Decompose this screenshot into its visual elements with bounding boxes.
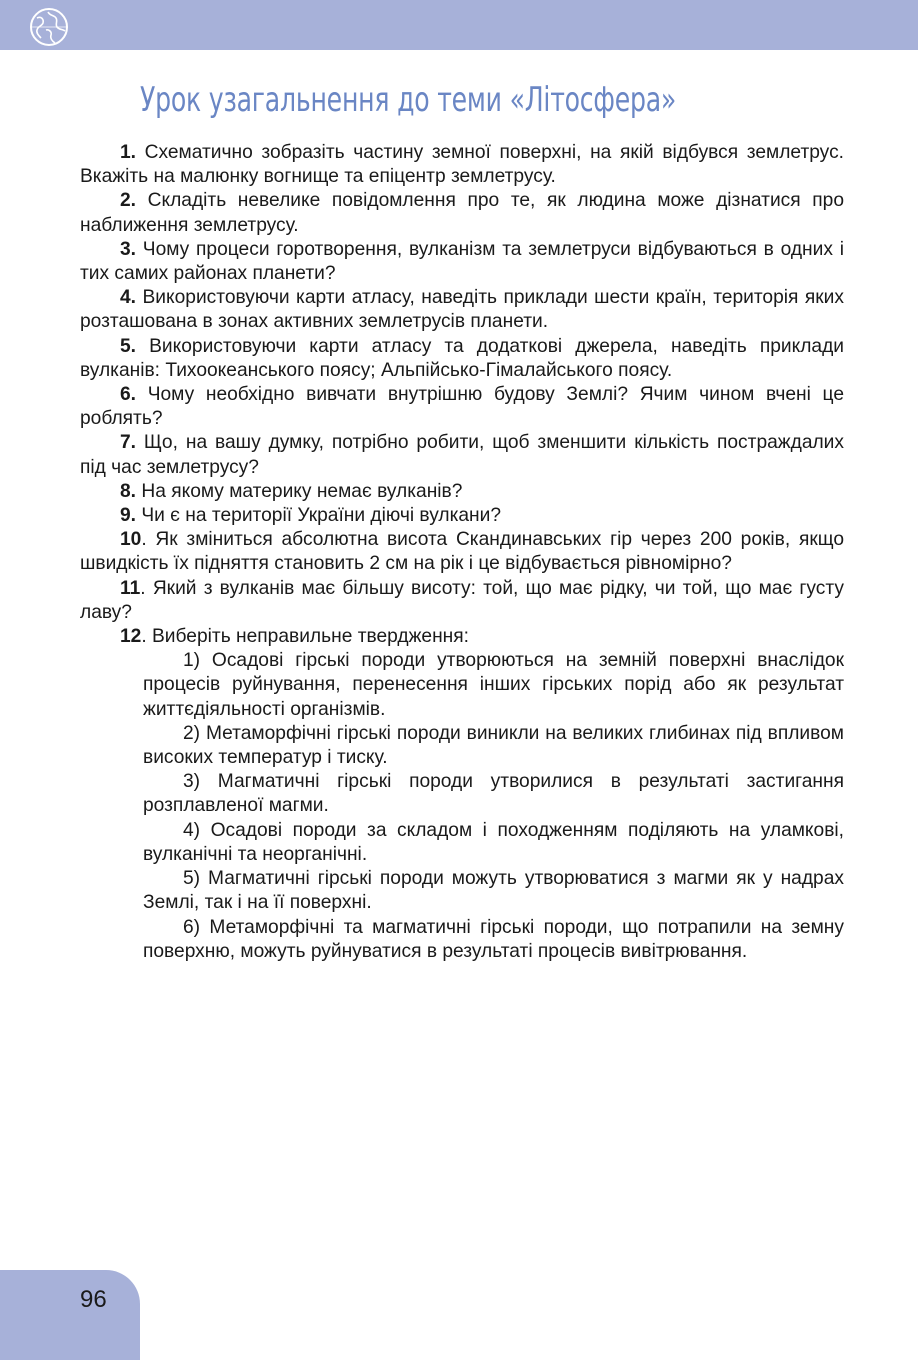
answer-option: 3) Магматичні гірські породи утворилися в результаті застигання розплавленої магми. xyxy=(143,771,844,817)
question-text: Чому необхідно вивчати внутрішню будову Землі? Ячим чином вчені це роблять? xyxy=(80,384,844,430)
question-9 xyxy=(80,504,844,528)
question-number: 8. xyxy=(120,480,137,502)
question-text: . Який з вулканів має більшу висоту: той, що має рідку, чи той, що має густу лаву? xyxy=(80,577,844,623)
question-text: Складіть невелике повідомлення про те, як людина може дізнатися про наближення землетрусу. xyxy=(80,190,844,236)
globe-icon xyxy=(28,6,70,48)
question-5 xyxy=(80,335,844,383)
question-list xyxy=(80,141,844,964)
answer-option: 2) Метаморфічні гірські породи виникли на великих глибинах під впливом високих температур і тиску. xyxy=(143,722,844,769)
answer-options xyxy=(143,649,844,964)
top-band xyxy=(0,0,918,50)
question-number: 10 xyxy=(120,529,142,551)
question-12 xyxy=(80,625,844,649)
question-4 xyxy=(80,286,844,334)
question-11 xyxy=(80,577,844,625)
question-1 xyxy=(80,141,844,189)
question-7 xyxy=(80,431,844,479)
page-number-tab xyxy=(0,1270,140,1360)
question-3 xyxy=(80,238,844,286)
question-6 xyxy=(80,383,844,431)
question-text: Використовуючи карти атласу, наведіть приклади шести країн, територія яких розташована в зонах активних землетрусів планети. xyxy=(80,287,844,333)
question-8 xyxy=(80,480,844,504)
answer-option: 1) Осадові гірські породи утворюються на земній поверхні внаслідок процесів руйнування, перенесення інших гірських порід або як результат життєдіяльності організмів. xyxy=(143,650,844,720)
question-text: Що, на вашу думку, потрібно робити, щоб зменшити кількість постраждалих під час землетрусу? xyxy=(80,432,844,478)
question-text: Чи є на території України діючі вулкани? xyxy=(136,505,502,527)
question-number: 12 xyxy=(120,626,142,648)
question-number: 2. xyxy=(120,190,137,212)
answer-option: 4) Осадові породи за складом і походженням поділяють на уламкові, вулканічні та неорганічні. xyxy=(143,819,844,865)
question-number: 1. xyxy=(120,142,137,163)
answer-option: 6) Метаморфічні та магматичні гірські породи, що потрапили на земну поверхню, можуть руйнуватися в результаті процесів вивітрювання. xyxy=(143,916,844,962)
question-number: 9. xyxy=(120,505,137,527)
question-text: Схематично зобразіть частину земної поверхні, на якій відбувся землетрус. Вкажіть на малюнку вогнище та епіцентр землетрусу. xyxy=(80,142,844,188)
question-2 xyxy=(80,189,844,237)
question-text: На якому материку немає вулканів? xyxy=(136,480,463,502)
question-text: Використовуючи карти атласу та додаткові джерела, наведіть приклади вулканів: Тихоокеанського поясу; Альпійсько-Гімалайського поясу. xyxy=(80,335,844,381)
page-title: Урок узагальнення до теми «Літосфера» xyxy=(140,80,677,120)
question-number: 11 xyxy=(120,577,141,599)
question-number: 5. xyxy=(120,335,137,357)
question-number: 6. xyxy=(120,384,137,406)
question-number: 7. xyxy=(120,432,137,454)
question-number: 3. xyxy=(120,238,137,260)
answer-option: 5) Магматичні гірські породи можуть утворюватися з магми як у надрах Землі, так і на її поверхні. xyxy=(143,868,844,914)
question-number: 4. xyxy=(120,287,137,309)
question-10 xyxy=(80,528,844,576)
question-text: Чому процеси горотворення, вулканізм та землетруси відбуваються в одних і тих самих районах планети? xyxy=(80,238,844,285)
question-text: . Виберіть неправильне твердження: xyxy=(141,626,470,648)
page-number: 96 xyxy=(80,1286,107,1313)
question-text: . Як зміниться абсолютна висота Скандинавських гір через 200 років, якщо швидкість їх підняття становить 2 см на рік і це відбувається рівномірно? xyxy=(80,529,844,575)
